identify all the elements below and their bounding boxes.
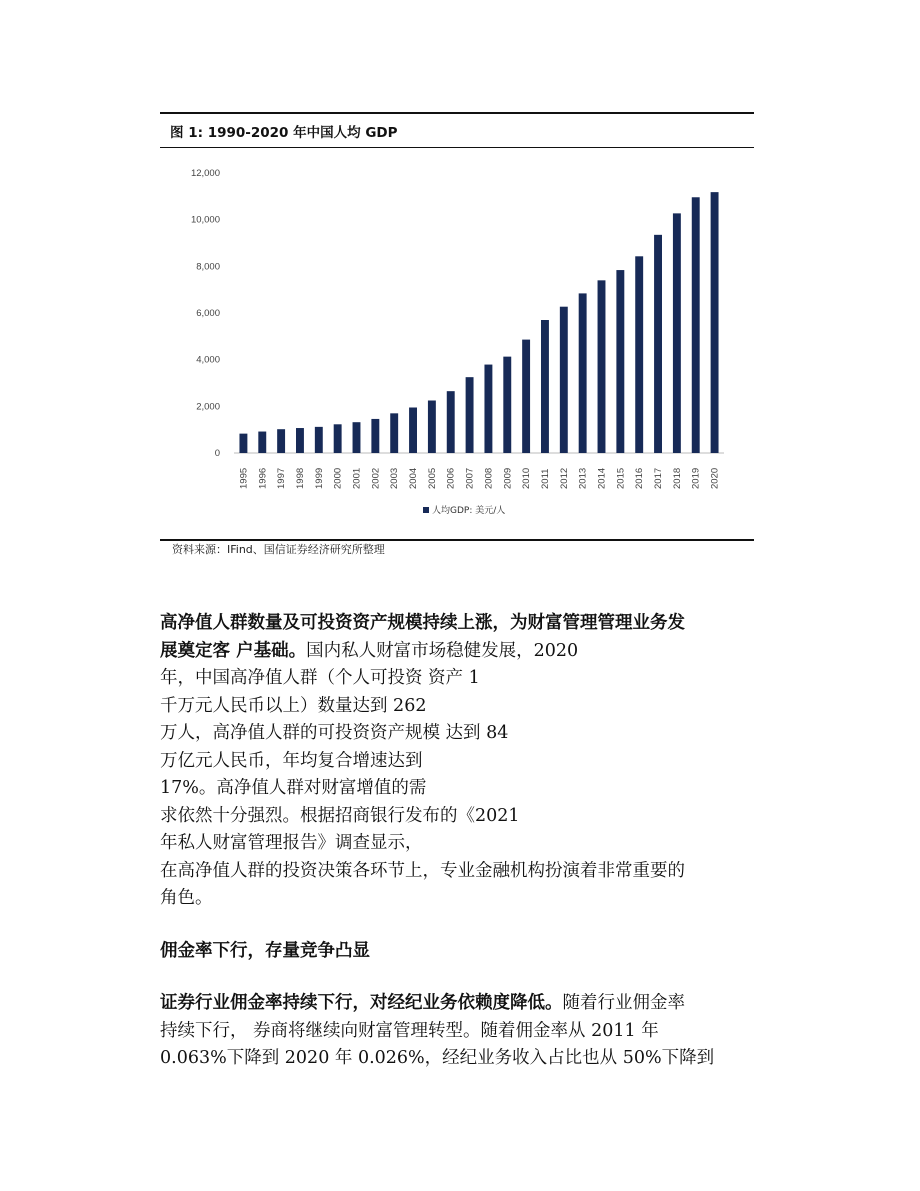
y-tick-label: 4,000 — [196, 354, 220, 366]
bar-2020 — [711, 192, 719, 453]
y-tick-label: 10,000 — [190, 214, 220, 226]
bar-1999 — [315, 427, 323, 453]
x-tick-label: 2005 — [426, 467, 438, 489]
paragraph1-line-9: 在高净值人群的投资决策各环节上，专业金融机构扮演着非常重要的 — [160, 860, 685, 881]
paragraph1-line-1: 国内私人财富市场稳健发展，2020 — [306, 640, 579, 661]
bar-2016 — [635, 256, 643, 453]
paragraph1-line-7: 求依然十分强烈。根据招商银行发布的《2021 — [160, 805, 520, 826]
x-tick-label: 2000 — [332, 467, 344, 489]
y-tick-label: 2,000 — [196, 401, 220, 413]
x-tick-label: 2020 — [709, 467, 721, 489]
bar-2019 — [692, 197, 700, 453]
bar-2017 — [654, 235, 662, 453]
paragraph2-line-2: 持续下行， 券商将继续向财富管理转型。随着佣金率从 2011 年 — [160, 1020, 659, 1041]
x-tick-label: 2006 — [445, 467, 457, 489]
paragraph1-line-4: 万人，高净值人群的可投资资产规模 达到 84 — [160, 723, 509, 743]
x-tick-label: 2003 — [389, 467, 401, 489]
x-tick-label: 2010 — [521, 467, 533, 489]
bar-1997 — [277, 429, 285, 453]
paragraph1-line-8: 年私人财富管理报告》调查显示， — [160, 833, 423, 853]
y-tick-label: 0 — [214, 448, 220, 459]
x-tick-label: 1998 — [294, 467, 306, 489]
figure — [160, 112, 754, 560]
figure-source: 资料来源：IFind、国信证券经济研究所整理 — [172, 543, 385, 556]
bar-2002 — [371, 419, 379, 453]
bar-2008 — [484, 365, 492, 453]
paragraph2-line-3: 0.063%下降到 2020 年 0.026%，经纪业务收入占比也从 50%下降到 — [160, 1048, 715, 1068]
bar-2011 — [541, 320, 549, 453]
bar-2010 — [522, 340, 530, 453]
bar-2001 — [353, 422, 361, 453]
x-tick-label: 2004 — [408, 467, 420, 489]
y-tick-label: 8,000 — [196, 261, 220, 273]
bar-2006 — [447, 391, 455, 453]
bar-2012 — [560, 307, 568, 453]
y-tick-label: 12,000 — [190, 168, 220, 179]
figure-title: 图 1: 1990-2020 年中国人均 GDP — [170, 125, 398, 141]
x-tick-label: 2018 — [671, 467, 683, 489]
x-tick-label: 2019 — [690, 467, 702, 489]
paragraph-high-net-worth — [160, 610, 770, 913]
paragraph1-line-2: 年，中国高净值人群（个人可投资 资产 1 — [160, 668, 480, 688]
bar-2005 — [428, 401, 436, 454]
x-tick-label: 2009 — [502, 467, 514, 489]
x-tick-label: 2008 — [483, 467, 495, 489]
paragraph2-lead: 证券行业佣金率持续下行，对经纪业务依赖度降低。 — [160, 993, 563, 1013]
x-tick-label: 1996 — [257, 467, 269, 489]
bar-2009 — [503, 357, 511, 453]
x-tick-label: 2015 — [615, 467, 627, 489]
bar-2013 — [579, 293, 587, 453]
paragraph1-line-6: 17%。高净值人群对财富增值的需 — [160, 778, 427, 798]
paragraph2-line-1: 随着行业佣金率 — [562, 993, 685, 1013]
x-tick-label: 1999 — [313, 467, 325, 489]
x-tick-label: 2002 — [370, 467, 382, 489]
x-tick-label: 2007 — [464, 467, 476, 489]
bar-1996 — [258, 432, 266, 453]
x-tick-label: 1997 — [276, 467, 288, 489]
bar-2000 — [334, 424, 342, 453]
bar-2014 — [598, 280, 606, 453]
bar-2004 — [409, 408, 417, 454]
paragraph1-line-5: 万亿元人民币，年均复合增速达到 — [160, 750, 423, 771]
paragraph1-line-3: 千万元人民币以上）数量达到 262 — [160, 695, 427, 716]
legend-swatch — [423, 507, 429, 513]
x-tick-label: 1995 — [238, 467, 250, 489]
gdp-bar-chart — [160, 112, 754, 537]
x-tick-label: 2013 — [577, 467, 589, 489]
y-tick-label: 6,000 — [196, 308, 220, 319]
bar-2003 — [390, 413, 398, 453]
section-heading: 佣金率下行，存量竞争凸显 — [160, 941, 370, 961]
paragraph1-line-10: 角色。 — [160, 888, 213, 908]
bar-1995 — [239, 434, 247, 453]
bar-2018 — [673, 213, 681, 453]
bar-1998 — [296, 428, 304, 453]
paragraph1-lead-line-2: 展奠定客 户基础。 — [160, 640, 307, 661]
x-tick-label: 2011 — [539, 468, 551, 489]
x-tick-label: 2014 — [596, 467, 608, 489]
x-tick-label: 2001 — [351, 467, 363, 489]
paragraph1-lead-line-1: 高净值人群数量及可投资资产规模持续上涨，为财富管理管理业务发 — [160, 613, 685, 633]
x-tick-label: 2016 — [634, 467, 646, 489]
bar-2015 — [616, 270, 624, 453]
legend-label: 人均GDP: 美元/人 — [432, 506, 506, 516]
paragraph-commission — [160, 990, 770, 1073]
x-tick-label: 2017 — [653, 467, 665, 489]
bar-2007 — [466, 377, 474, 453]
x-tick-label: 2012 — [558, 467, 570, 489]
